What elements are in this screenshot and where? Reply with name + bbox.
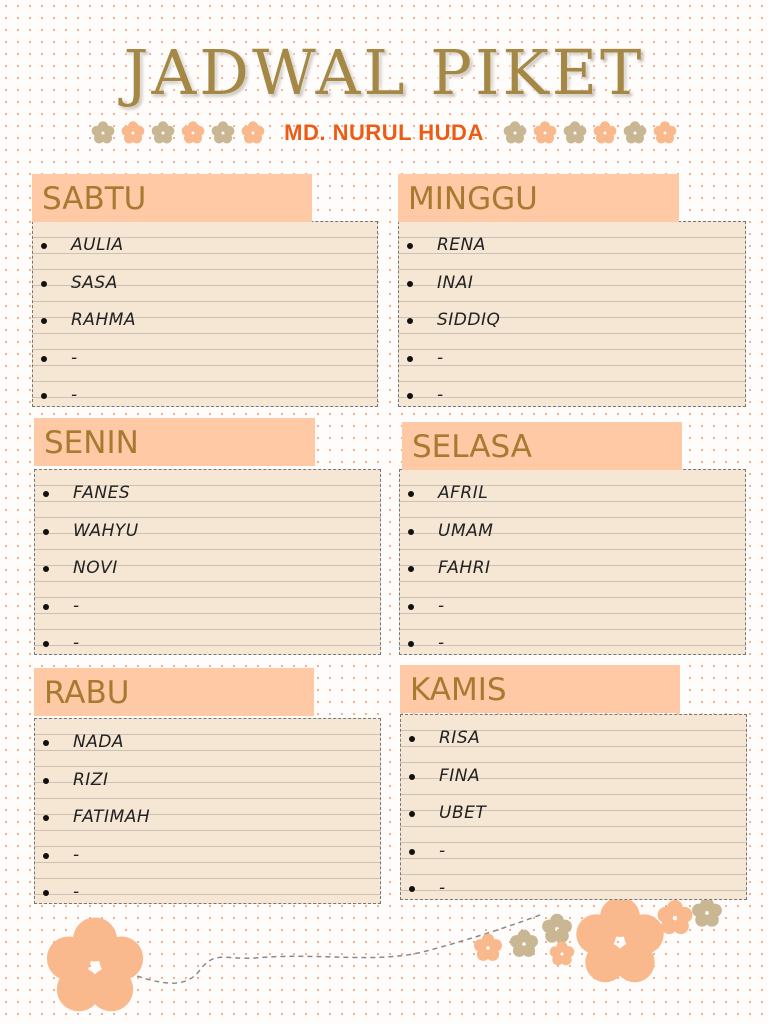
name-list-selasa — [438, 480, 745, 668]
name-list-sabtu — [71, 232, 377, 420]
day-header-senin: SENIN — [34, 418, 315, 466]
list-item: UMAM — [438, 518, 745, 556]
tan-flower-icon — [542, 914, 572, 943]
tan-flower-icon — [622, 120, 648, 146]
right-flower-border — [502, 120, 678, 146]
name-list-minggu — [437, 232, 745, 420]
tan-flower-icon — [90, 120, 116, 146]
list-item: - — [71, 345, 377, 383]
list-item: - — [438, 630, 745, 668]
list-item: FAHRI — [438, 555, 745, 593]
list-item: RIZI — [73, 767, 380, 805]
tan-flower-icon — [510, 930, 538, 957]
peach-flower-icon — [180, 120, 206, 146]
list-item: - — [73, 630, 380, 668]
left-flower-border — [90, 120, 266, 146]
tan-flower-icon — [210, 120, 236, 146]
day-header-rabu: RABU — [34, 668, 314, 716]
list-item: AFRIL — [438, 480, 745, 518]
list-item: RENA — [437, 232, 745, 270]
list-item: RAHMA — [71, 307, 377, 345]
peach-flower-icon — [550, 941, 575, 965]
day-header-minggu: MINGGU — [398, 174, 679, 222]
list-item: - — [73, 879, 380, 917]
peach-flower-icon — [532, 120, 558, 146]
name-list-rabu — [73, 729, 380, 917]
name-list-senin — [73, 480, 380, 668]
day-box-minggu — [398, 221, 746, 407]
peach-flower-icon — [240, 120, 266, 146]
list-item: - — [73, 842, 380, 880]
list-item: - — [438, 593, 745, 631]
list-item: FINA — [439, 763, 746, 801]
subtitle-row — [0, 118, 768, 148]
list-item: - — [437, 345, 745, 383]
day-box-rabu — [34, 718, 381, 904]
list-item: WAHYU — [73, 518, 380, 556]
peach-flower-icon — [120, 120, 146, 146]
large-peach-flower-icon — [47, 918, 143, 1012]
name-list-kamis — [439, 725, 746, 913]
tan-flower-icon — [562, 120, 588, 146]
list-item: NADA — [73, 729, 380, 767]
day-header-kamis: KAMIS — [400, 665, 680, 713]
tan-flower-icon — [502, 120, 528, 146]
peach-flower-icon — [592, 120, 618, 146]
peach-flower-icon — [652, 120, 678, 146]
list-item: - — [437, 382, 745, 420]
list-item: UBET — [439, 800, 746, 838]
tan-flower-icon — [150, 120, 176, 146]
day-box-kamis — [400, 714, 747, 900]
list-item: - — [439, 875, 746, 913]
list-item: SASA — [71, 270, 377, 308]
list-item: FATIMAH — [73, 804, 380, 842]
list-item: - — [71, 382, 377, 420]
list-item: SIDDIQ — [437, 307, 745, 345]
list-item: INAI — [437, 270, 745, 308]
day-header-sabtu: SABTU — [32, 174, 312, 222]
subtitle: MD. NURUL HUDA — [284, 120, 484, 145]
list-item: NOVI — [73, 555, 380, 593]
peach-flower-icon — [474, 934, 502, 961]
list-item: FANES — [73, 480, 380, 518]
day-box-selasa — [399, 469, 746, 655]
list-item: - — [439, 838, 746, 876]
day-header-selasa: SELASA — [402, 422, 682, 470]
list-item: AULIA — [71, 232, 377, 270]
list-item: - — [73, 593, 380, 631]
list-item: RISA — [439, 725, 746, 763]
page-title: JADWAL PIKET — [123, 36, 645, 109]
day-box-senin — [34, 469, 381, 655]
day-box-sabtu — [32, 221, 378, 407]
